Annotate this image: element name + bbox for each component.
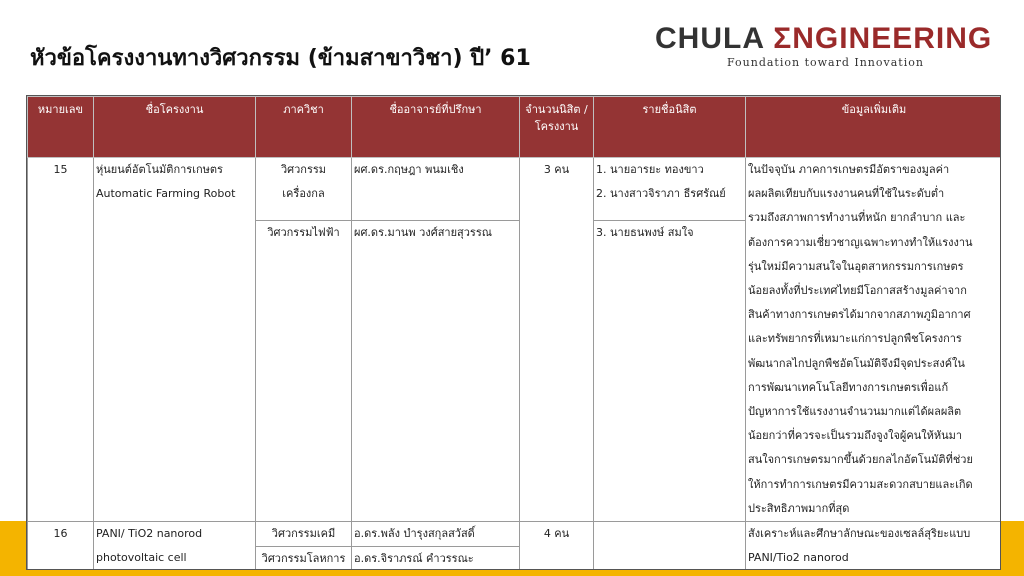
header-project-name: ชื่อโครงงาน <box>94 97 256 158</box>
header-number: หมายเลข <box>28 97 94 158</box>
project-name <box>94 522 256 570</box>
table-header-row <box>28 97 1002 158</box>
info-line: ผลผลิตเทียบกับแรงงานคนที่ใช้ในระดับต่ำ <box>748 187 945 201</box>
project-name <box>94 158 256 522</box>
department-cell: วิศวกรรมโลหการ <box>256 547 352 570</box>
info-line: ในปัจจุบัน ภาคการเกษตรมีอัตราของมูลค่า <box>748 163 950 176</box>
header-department: ภาควิชา <box>256 97 352 158</box>
logo-engineering-text: ΣNGINEERING <box>773 22 993 55</box>
info-line: ต้องการความเชี่ยวชาญเฉพาะทางทำให้แรงงาน <box>748 235 973 249</box>
student-names-cell <box>594 522 746 570</box>
student-name: 3. นายธนพงษ์ สมใจ <box>596 226 694 240</box>
info-line: ให้การทำการเกษตรมีความสะดวกสบายและเกิด <box>748 477 973 491</box>
header-advisor: ชื่ออาจารย์ที่ปรึกษา <box>352 97 520 158</box>
info-line: PANI/Tio2 nanorod <box>748 551 849 565</box>
advisor-cell: ผศ.ดร.กฤษฎา พนมเชิง <box>352 158 520 221</box>
info-line: น้อยกว่าที่ควรจะเป็นรวมถึงจูงใจผู้คนให้หันมา <box>748 429 963 443</box>
info-line: สังเคราะห์และศึกษาลักษณะของเซลล์สุริยะแบบ <box>748 527 971 541</box>
student-name: 2. นางสาวจิราภา ธีรศรัณย์ <box>596 187 726 201</box>
student-name: 1. นายอารยะ ทองขาว <box>596 163 704 176</box>
project-table <box>27 96 1001 570</box>
student-count: 4 คน <box>520 522 594 570</box>
student-count: 3 คน <box>520 158 594 522</box>
table-row <box>28 158 1002 221</box>
info-line: สนใจการเกษตรมากขึ้นด้วยกลไกอัตโนมัติที่ช่วย <box>748 453 973 467</box>
department-line: วิศวกรรม <box>280 163 327 176</box>
logo-chula-text: CHULA <box>655 22 764 55</box>
student-names-cell <box>594 221 746 522</box>
project-table-container <box>26 95 1001 570</box>
info-line: น้อยลงทั้งที่ประเทศไทยมีโอกาสสร้างมูลค่าจาก <box>748 284 967 298</box>
table-row <box>28 522 1002 547</box>
info-line: การพัฒนาเทคโนโลยีทางการเกษตรเพื่อแก้ <box>748 380 949 394</box>
info-line: รวมถึงสภาพการทำงานที่หนัก ยากลำบาก และ <box>748 211 966 225</box>
info-line: สินค้าทางการเกษตรได้มากจากสภาพภูมิอากาศ <box>748 308 971 322</box>
student-names-cell <box>594 158 746 221</box>
additional-info-cell <box>746 522 1002 570</box>
department-cell: วิศวกรรมเคมี <box>256 522 352 547</box>
department-line: เครื่องกล <box>282 187 325 201</box>
info-line: ประสิทธิภาพมากที่สุด <box>748 501 850 515</box>
header-student-count: จำนวนนิสิต / โครงงาน <box>520 97 594 158</box>
advisor-cell: อ.ดร.จิราภรณ์ คำวรรณะ <box>352 547 520 570</box>
chula-engineering-logo <box>655 22 1000 72</box>
logo-tagline: Foundation toward Innovation <box>727 56 924 69</box>
project-name-thai: หุ่นยนต์อัตโนมัติการเกษตร <box>96 163 223 176</box>
info-line: และทรัพยากรที่เหมาะแก่การปลูกพืชโครงการ <box>748 332 962 346</box>
info-line: รุ่นใหม่มีความสนใจในอุตสาหกรรมการเกษตร <box>748 259 964 273</box>
project-name-english: Automatic Farming Robot <box>96 187 236 201</box>
info-line: พัฒนากลไกปลูกพืชอัตโนมัติจึงมีจุดประสงค์ใน <box>748 356 965 370</box>
project-name-line: photovoltaic cell <box>96 551 187 565</box>
page-title: หัวข้อโครงงานทางวิศวกรรม (ข้ามสาขาวิชา) ปี’ 61 <box>30 46 531 71</box>
additional-info-cell <box>746 158 1002 522</box>
department-cell <box>256 158 352 221</box>
project-name-line: PANI/ TiO2 nanorod <box>96 527 203 541</box>
advisor-cell: อ.ดร.พลัง บำรุงสกุลสวัสดิ์ <box>352 522 520 547</box>
info-line: ปัญหาการใช้แรงงานจำนวนมากแต่ได้ผลผลิต <box>748 405 962 419</box>
header-student-names: รายชื่อนิสิต <box>594 97 746 158</box>
project-number: 15 <box>28 158 94 522</box>
header-additional-info: ข้อมูลเพิ่มเติม <box>746 97 1002 158</box>
department-cell: วิศวกรรมไฟฟ้า <box>256 221 352 522</box>
project-number: 16 <box>28 522 94 570</box>
advisor-cell: ผศ.ดร.มานพ วงศ์สายสุวรรณ <box>352 221 520 522</box>
